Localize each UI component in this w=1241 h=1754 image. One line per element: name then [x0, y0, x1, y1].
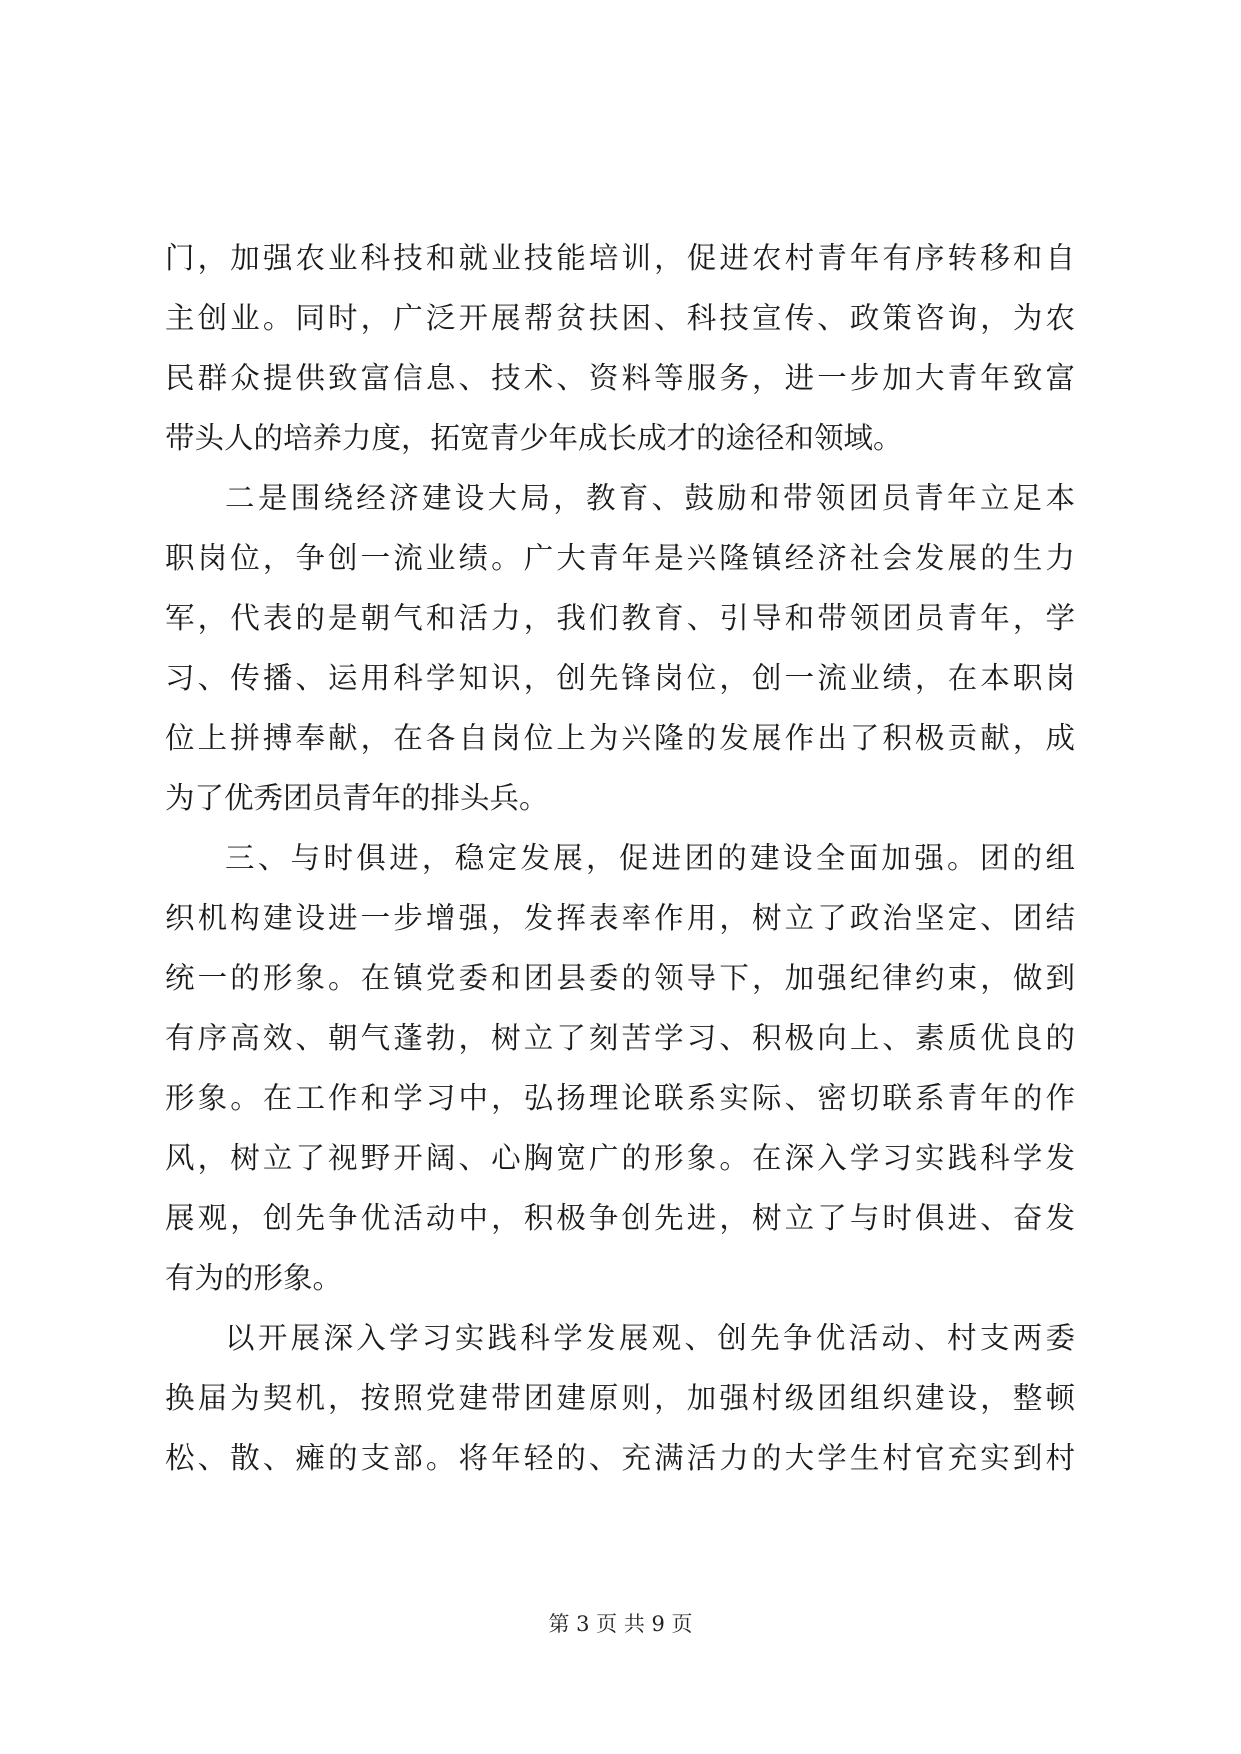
text-line: 展观，创先争优活动中，积极争创先进，树立了与时俱进、奋发 — [165, 1201, 1075, 1235]
text-line: 有为的形象。 — [165, 1261, 343, 1295]
paragraph-3 — [165, 828, 1075, 1308]
text-line: 以开展深入学习实践科学发展观、创先争优活动、村支两委 — [225, 1321, 1075, 1355]
text-line: 习、传播、运用科学知识，创先锋岗位，创一流业绩，在本职岗 — [165, 661, 1075, 695]
text-line: 职岗位，争创一流业绩。广大青年是兴隆镇经济社会发展的生力 — [165, 541, 1075, 575]
body-text — [165, 228, 1075, 1488]
paragraph-2 — [165, 468, 1075, 828]
text-line: 军，代表的是朝气和活力，我们教育、引导和带领团员青年，学 — [165, 601, 1075, 635]
text-line: 二是围绕经济建设大局，教育、鼓励和带领团员青年立足本 — [225, 481, 1075, 515]
paragraph-1 — [165, 228, 1075, 468]
text-line: 统一的形象。在镇党委和团县委的领导下，加强纪律约束，做到 — [165, 961, 1075, 995]
text-line: 位上拼搏奉献，在各自岗位上为兴隆的发展作出了积极贡献，成 — [165, 721, 1075, 755]
text-line: 换届为契机，按照党建带团建原则，加强村级团组织建设，整顿 — [165, 1381, 1075, 1415]
text-line: 松、散、瘫的支部。将年轻的、充满活力的大学生村官充实到村 — [165, 1441, 1075, 1475]
paragraph-4 — [165, 1308, 1075, 1488]
text-line: 风，树立了视野开阔、心胸宽广的形象。在深入学习实践科学发 — [165, 1141, 1075, 1175]
text-line: 带头人的培养力度，拓宽青少年成长成才的途径和领域。 — [165, 421, 903, 455]
text-line: 民群众提供致富信息、技术、资料等服务，进一步加大青年致富 — [165, 361, 1075, 395]
text-line: 门，加强农业科技和就业技能培训，促进农村青年有序转移和自 — [165, 241, 1075, 275]
text-line: 主创业。同时，广泛开展帮贫扶困、科技宣传、政策咨询，为农 — [165, 301, 1075, 335]
text-line: 形象。在工作和学习中，弘扬理论联系实际、密切联系青年的作 — [165, 1081, 1075, 1115]
text-line: 织机构建设进一步增强，发挥表率作用，树立了政治坚定、团结 — [165, 901, 1075, 935]
page-number-footer: 第 3 页 共 9 页 — [548, 1612, 693, 1636]
text-line: 三、与时俱进，稳定发展，促进团的建设全面加强。团的组 — [225, 841, 1075, 875]
text-line: 有序高效、朝气蓬勃，树立了刻苦学习、积极向上、素质优良的 — [165, 1021, 1075, 1055]
text-line: 为了优秀团员青年的排头兵。 — [165, 781, 549, 815]
